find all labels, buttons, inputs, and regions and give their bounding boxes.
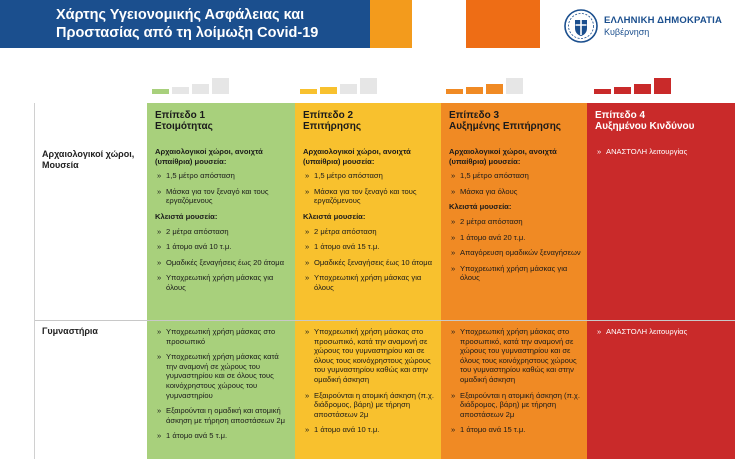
list-item: » ΑΝΑΣΤΟΛΗ λειτουργίας [595,327,732,337]
list-item: » Υποχρεωτική χρήση μάσκας για όλους [303,273,437,292]
list-item: » Υποχρεωτική χρήση μάσκας στο προσωπικό [155,327,291,346]
list-item: » Υποχρεωτική χρήση μάσκας για όλους [155,273,291,292]
row-label-gyms [42,326,98,337]
cell-museums-level-4 [595,147,732,163]
level-step [192,84,209,94]
level-3-sublabel: Αυξημένης Επιτήρησης [449,121,562,132]
header-level-3 [441,103,587,141]
level-step [634,84,651,94]
level-1-indicator [152,74,234,94]
level-step [320,87,337,94]
list-item: » 1,5 μέτρο απόσταση [449,171,583,181]
cell-gyms-level-3 [449,327,583,441]
government-subtitle: Κυβέρνηση [604,27,650,37]
level-4-sublabel: Αυξημένου Κινδύνου [595,121,695,132]
list-item: » 2 μέτρα απόσταση [303,227,437,237]
list-item: » 1 άτομο ανά 10 τ.μ. [155,242,291,252]
level-3-column [441,141,587,459]
subheading: Αρχαιολογικοί χώροι, ανοιχτά (υπαίθρια) μουσεία: [155,147,263,166]
list-item: » Απαγόρευση ομαδικών ξεναγήσεων [449,248,583,258]
list-item: » Μάσκα για τον ξεναγό και τους εργαζόμενους [155,187,291,206]
cell-museums-level-3 [449,147,583,289]
list-item: » 1 άτομο ανά 10 τ.μ. [303,425,437,435]
government-name: ΕΛΛΗΝΙΚΗ ΔΗΜΟΚΡΑΤΙΑ [604,15,723,26]
list-item: » Υποχρεωτική χρήση μάσκας κατά την αναμονή σε χώρους του γυμναστηρίου και σε όλους τους κοινόχρηστους χώρους του γυμναστηρίου [155,352,291,400]
list-item: » ΑΝΑΣΤΟΛΗ λειτουργίας [595,147,732,157]
level-step [594,89,611,94]
list-item: » Υποχρεωτική χρήση μάσκας στο προσωπικό, κατά την αναμονή σε χώρους του γυμναστηρίου και σε όλους τους κοινόχρηστους χώρους του γυμναστηρίου καθώς και στην ομαδική άσκηση [449,327,583,385]
level-step [446,89,463,94]
cell-museums-level-2 [303,147,437,299]
list-item: » 1 άτομο ανά 5 τ.μ. [155,431,291,441]
header-level-4 [587,103,735,141]
level-4-column [587,141,735,459]
list-item: » 1 άτομο ανά 20 τ.μ. [449,233,583,243]
list-item: » 1,5 μέτρο απόσταση [303,171,437,181]
list-item: » Μάσκα για όλους [449,187,583,197]
header-empty-cell [35,103,147,141]
list-item: » Εξαιρούνται η ατομική άσκηση (π.χ. διάδρομος, βάρη) με τήρηση αποστάσεων 2μ [303,391,437,420]
list-item: » Υποχρεωτική χρήση μάσκας για όλους [449,264,583,283]
cell-gyms-level-2 [303,327,437,441]
level-1-column [147,141,295,459]
level-step [466,87,483,94]
level-step [152,89,169,94]
level-step [654,78,671,94]
cell-museums-level-1 [155,147,291,299]
subheading: Κλειστά μουσεία: [303,211,366,221]
level-step [340,84,357,94]
level-step [212,78,229,94]
row-label-line: Αρχαιολογικοί χώροι, [42,149,135,159]
row-label-museums [42,149,134,171]
level-2-sublabel: Επιτήρησης [303,121,362,132]
level-step [614,87,631,94]
header-accent-block [466,0,540,48]
list-item: » 1 άτομο ανά 15 τ.μ. [449,425,583,435]
level-3-indicator [446,74,528,94]
level-1-sublabel: Ετοιμότητας [155,121,213,132]
list-item: » 1,5 μέτρο απόσταση [155,171,291,181]
level-step [486,84,503,94]
cell-gyms-level-4 [595,327,732,343]
title-line-1: Χάρτης Υγειονομικής Ασφάλειας και [56,7,305,23]
header-band [0,0,540,48]
row-label-line: Γυμναστήρια [42,326,98,336]
header-spacer-block [412,0,466,48]
table-header-row [35,103,735,141]
level-2-column [295,141,441,459]
title-line-2: Προστασίας από τη λοίμωξη Covid-19 [56,25,319,41]
subheading: Κλειστά μουσεία: [449,202,512,212]
list-item: » Εξαιρούνται η ομαδική και ατομική άσκηση με τήρηση αποστάσεων 2μ [155,406,291,425]
measures-table [34,103,735,459]
list-item: » 2 μέτρα απόσταση [449,217,583,227]
level-step [300,89,317,94]
level-step [360,78,377,94]
government-text [604,15,722,37]
list-item: » Ομαδικές ξεναγήσεις έως 10 άτομα [303,258,437,268]
government-logo [562,8,735,44]
level-2-label: Επίπεδο 2 [303,110,354,121]
level-1-label: Επίπεδο 1 [155,110,206,121]
level-4-indicator [594,74,676,94]
list-item: » Εξαιρούνται η ατομική άσκηση (π.χ. διάδρομος, βάρη) με τήρηση αποστάσεων 2μ [449,391,583,420]
row-label-line: Μουσεία [42,160,79,170]
subheading: Κλειστά μουσεία: [155,211,218,221]
header-accent-block [370,0,412,48]
level-step [506,78,523,94]
list-item: » Μάσκα για τον ξεναγό και τους εργαζόμενους [303,187,437,206]
subheading: Αρχαιολογικοί χώροι, ανοιχτά (υπαίθρια) μουσεία: [449,147,557,166]
list-item: » Υποχρεωτική χρήση μάσκας στο προσωπικό, κατά την αναμονή σε χώρους του γυμναστηρίου και σε όλους τους κοινόχρηστους χώρους του γυμναστηρίου καθώς και στην ομαδική άσκηση [303,327,437,385]
list-item: » 1 άτομο ανά 15 τ.μ. [303,242,437,252]
greek-state-seal-icon [562,8,600,44]
cell-gyms-level-1 [155,327,291,447]
list-item: » 2 μέτρα απόσταση [155,227,291,237]
category-column [35,141,147,459]
header-level-1 [147,103,295,141]
page-title [0,0,370,48]
header-level-2 [295,103,441,141]
level-3-label: Επίπεδο 3 [449,110,500,121]
level-4-label: Επίπεδο 4 [595,110,646,121]
list-item: » Ομαδικές ξεναγήσεις έως 20 άτομα [155,258,291,268]
row-divider [35,320,735,321]
level-2-indicator [300,74,382,94]
subheading: Αρχαιολογικοί χώροι, ανοιχτά (υπαίθρια) μουσεία: [303,147,411,166]
level-step [172,87,189,94]
